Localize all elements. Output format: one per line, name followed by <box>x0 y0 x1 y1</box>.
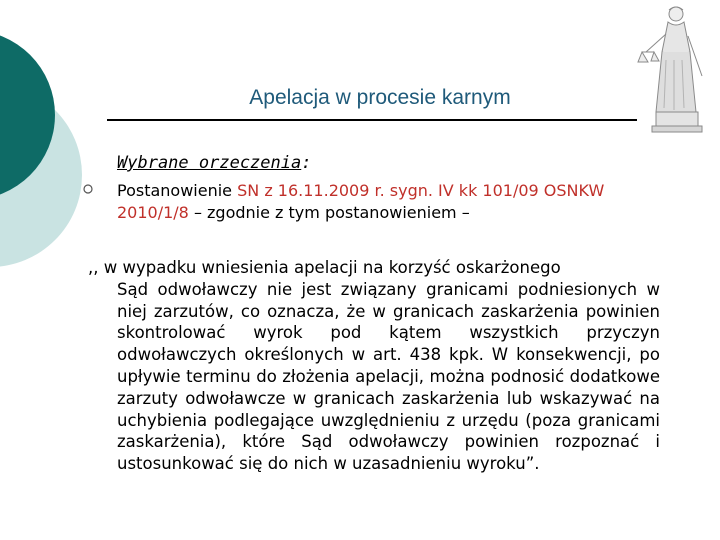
quote-first-line: ,, w wypadku wniesienia apelacji na korzyść oskarżonego <box>88 258 561 277</box>
bullet-suffix: – zgodnie z tym postanowieniem – <box>188 203 470 222</box>
bullet-prefix: Postanowienie <box>117 181 238 200</box>
quote-body: Sąd odwoławczy nie jest związany granicami podniesionych w niej zarzutów, co oznacza, że w granicach zaskarżenia powinien skontrolować wyrok pod kątem wszystkich przyczyn odwoławczych określonych w art. 438 kpk. W konsekwencji, po upływie terminu do złożenia apelacji, można podnosić dodatkowe zarzuty odwoławcze w granicach zaskarżenia lub wskazywać na uchybienia podlegające uwzględnieniu z urzędu (poza granicami zaskarżenia), które Sąd odwoławczy powinien rozpoznać i ustosunkować się do nich w uzasadnieniu wyroku”. <box>117 279 660 474</box>
subheading-text: Wybrane orzeczenia <box>117 153 302 173</box>
subheading <box>117 153 311 173</box>
decorative-teal-circles <box>0 0 120 300</box>
hollow-circle-bullet-icon <box>82 183 94 199</box>
slide-title: Apelacja w procesie karnym <box>249 86 511 109</box>
title-underline <box>107 119 637 121</box>
subheading-colon: : <box>301 153 312 173</box>
bullet-citation: SN z 16.11.2009 r. sygn. IV kk 101/09 OSNKW 2010/1/8 <box>117 181 605 222</box>
lady-justice-statue-icon <box>636 0 710 134</box>
bullet-item <box>117 180 677 224</box>
quoted-ruling <box>88 257 660 475</box>
